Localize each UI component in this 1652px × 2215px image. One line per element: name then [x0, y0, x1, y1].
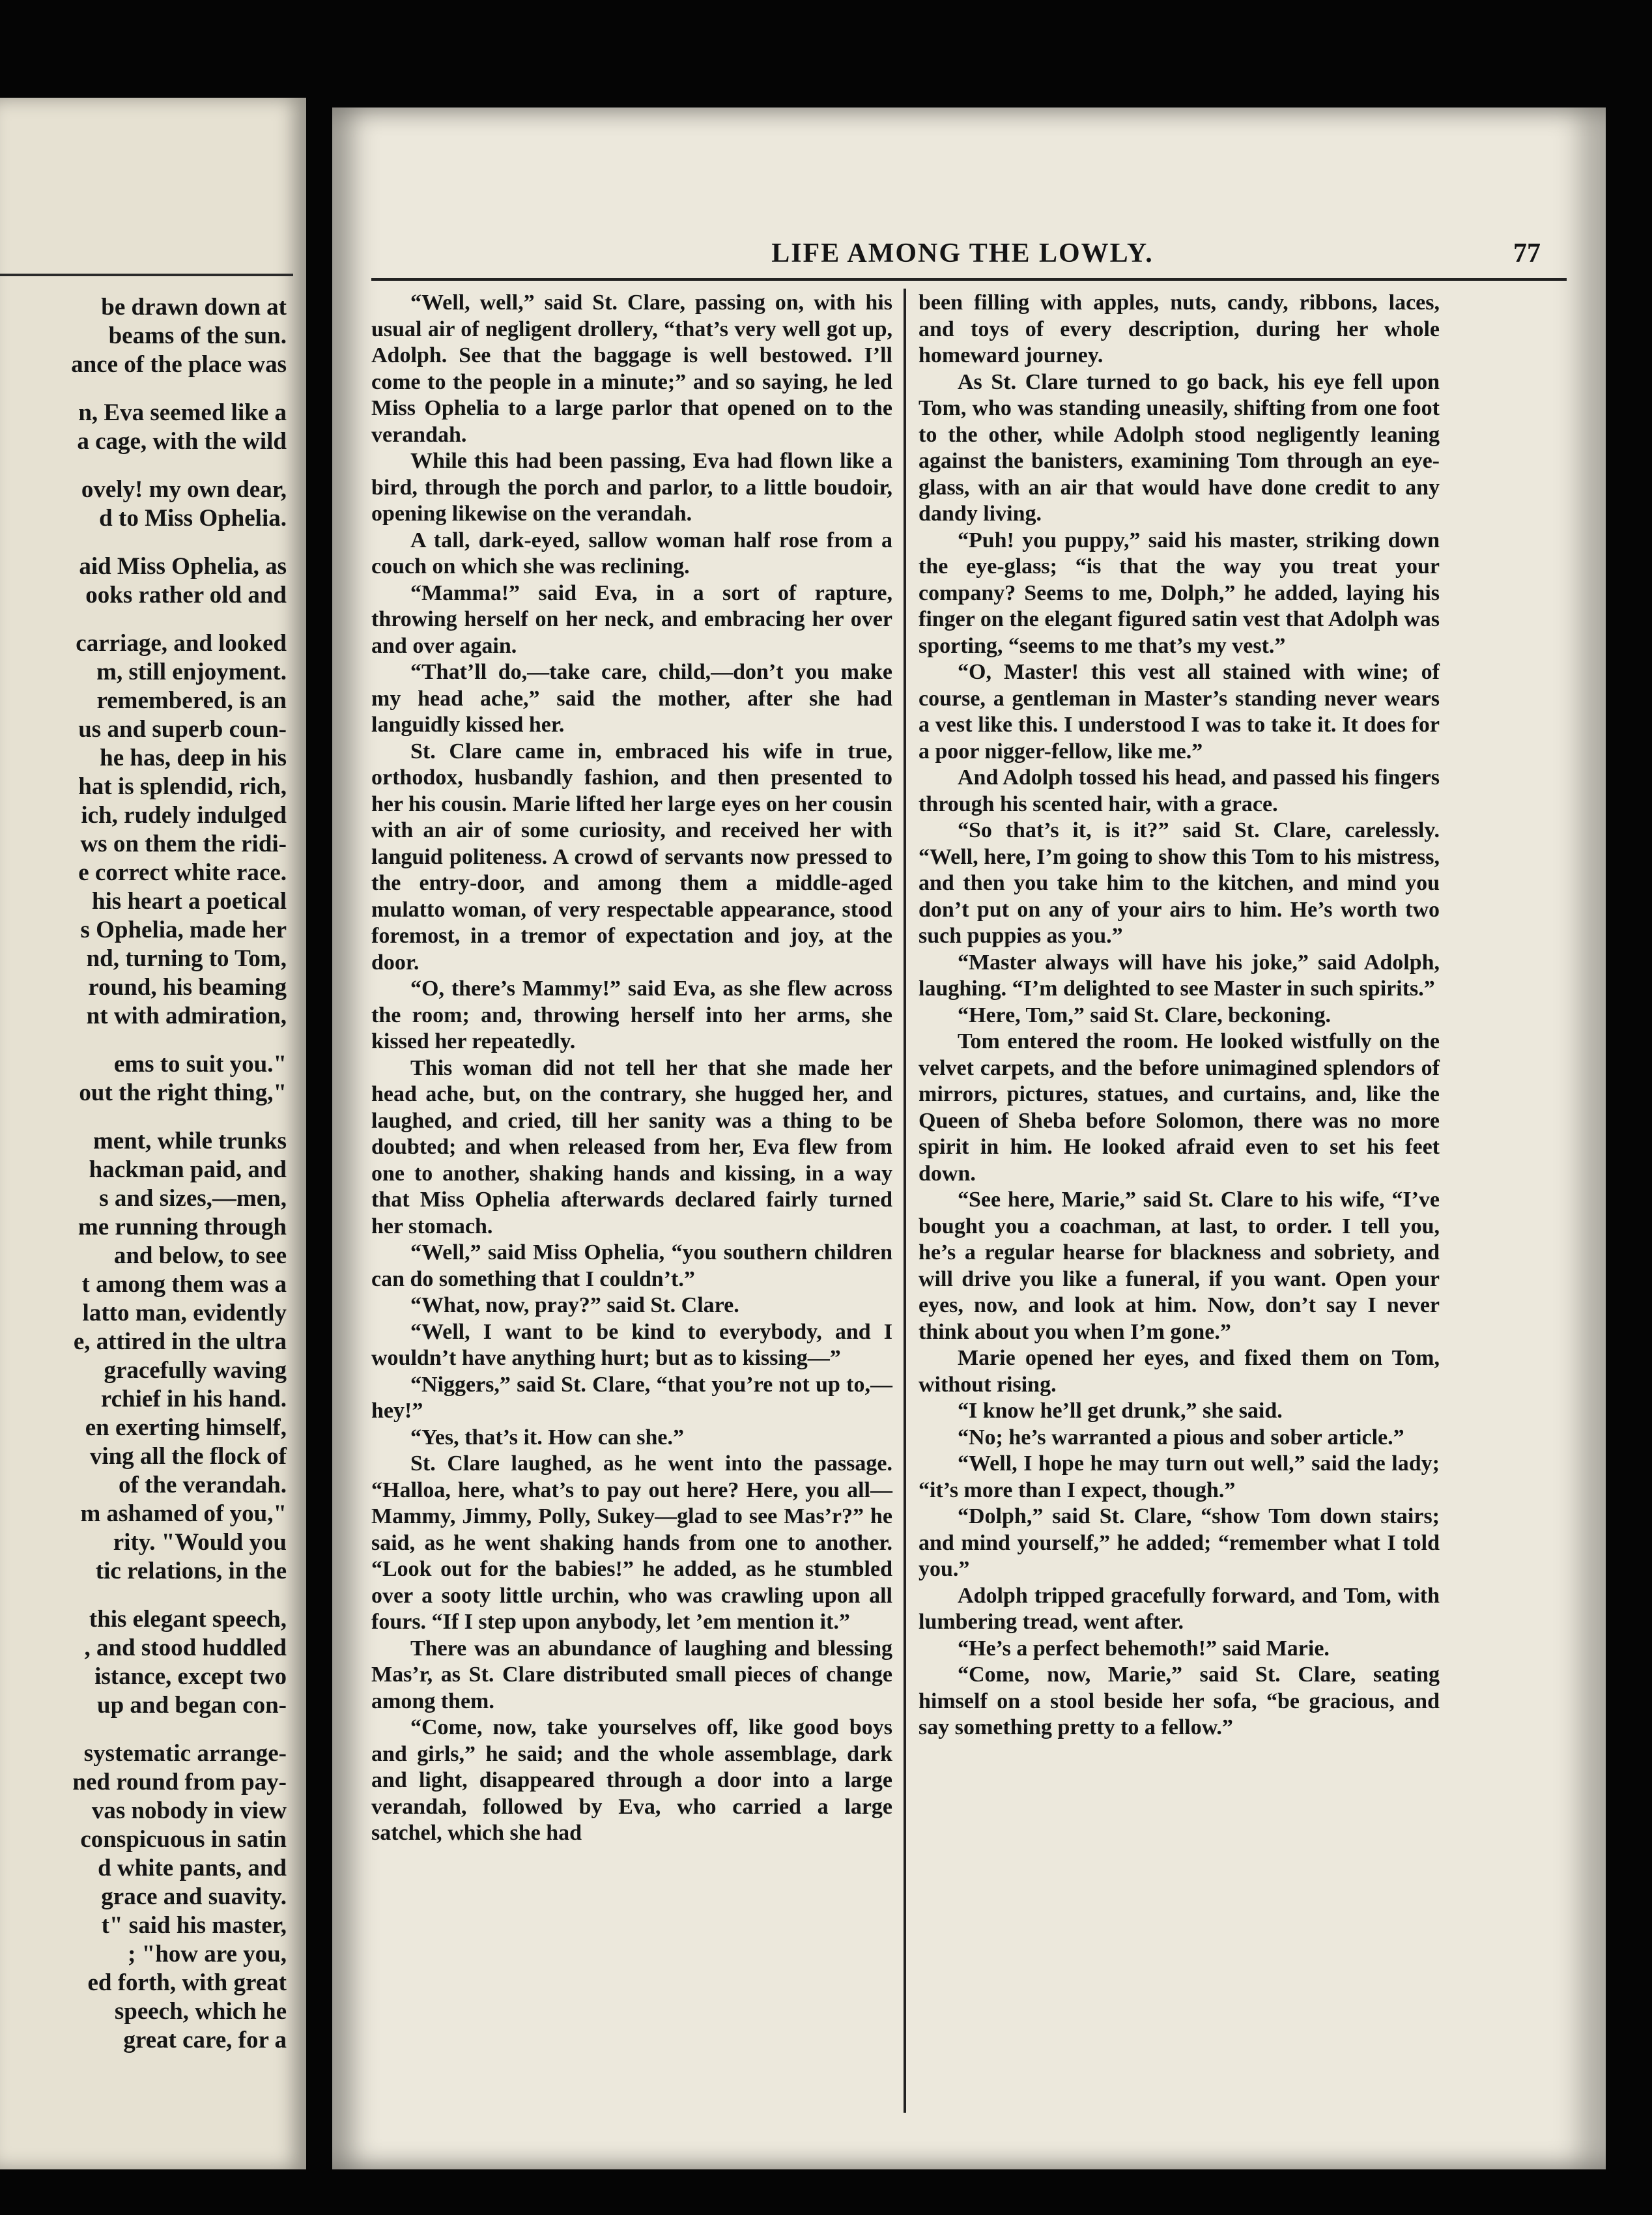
text-line: vas nobody in view: [91, 1797, 287, 1824]
text-line: ment, while trunks: [93, 1128, 287, 1154]
paragraph: “Yes, that’s it. How can she.”: [410, 1425, 684, 1450]
paragraph: “Dolph,” said St. Clare, “show Tom down stairs; and mind yourself,” he added; “remember what I told you.”: [919, 1504, 1440, 1581]
text-line: en exerting himself,: [85, 1414, 287, 1441]
text-line: ooks rather old and: [85, 582, 287, 608]
paragraph: “Well, well,” said St. Clare, passing on, with his usual air of negligent drollery, “that’s very well got up, Adolph. See that the baggage is well bestowed. I’ll come to the people in a minute;” and so saying, he led Miss Ophelia to a large parlor that opened on to the verandah.: [371, 291, 892, 447]
text-line: d to Miss Ophelia.: [99, 505, 287, 532]
paragraph: “O, there’s Mammy!” said Eva, as she flew across the room; and, throwing herself into her arms, she kissed her repeatedly.: [371, 977, 892, 1053]
text-column-left: [371, 290, 892, 1847]
text-line: of the verandah.: [119, 1472, 287, 1498]
running-title: LIFE AMONG THE LOWLY.: [771, 238, 1154, 268]
paragraph: “He’s a perfect behemoth!” said Marie.: [958, 1636, 1330, 1661]
previous-page-text: [0, 293, 287, 2055]
text-line: a cage, with the wild: [77, 428, 287, 455]
line-gap: [0, 1586, 287, 1605]
line-gap: [0, 610, 287, 629]
text-line: grace and suavity.: [101, 1883, 287, 1910]
paragraph: There was an abundance of laughing and blessing Mas’r, as St. Clare distributed small pieces of change among them.: [371, 1636, 892, 1713]
paragraph: This woman did not tell her that she made her head ache, but, on the contrary, she hugged her, and laughed, and cried, till her sanity was a thing to be doubted; and when released from her, Eva flew from one to another, shaking hands and kissing, in a way that Miss Ophelia afterwards declared fairly turned her stomach.: [371, 1055, 892, 1238]
text-line: gracefully waving: [104, 1357, 287, 1384]
text-line: round, his beaming: [88, 974, 287, 1001]
paragraph: As St. Clare turned to go back, his eye fell upon Tom, who was standing uneasily, shifting from one foot to the other, while Adolph stood negligently leaning against the banisters, examining Tom through an eye-glass, with an air that would have done credit to any dandy living.: [919, 369, 1440, 526]
paragraph: St. Clare came in, embraced his wife in true, orthodox, husbandly fashion, and then presented to her his cousin. Marie lifted her large eyes on her cousin with an air of some curiosity, and received her with languid politeness. A crowd of servants now pressed to the entry-door, and among them a middle-aged mulatto woman, of very respectable appearance, stood foremost, in a tremor of expectation and joy, at the door.: [371, 739, 892, 975]
text-line: speech, which he: [114, 1998, 287, 2025]
paragraph: “Well,” said Miss Ophelia, “you southern children can do something that I couldn’t.”: [371, 1240, 892, 1291]
text-line: out the right thing,": [79, 1079, 287, 1106]
text-line: ich, rudely indulged: [81, 802, 287, 829]
text-line: s Ophelia, made her: [80, 917, 287, 943]
paragraph: “I know he’ll get drunk,” she said.: [958, 1399, 1283, 1423]
text-line: ving all the flock of: [89, 1443, 287, 1470]
paragraph: “Master always will have his joke,” said Adolph, laughing. “I’m delighted to see Master in such spirits.”: [919, 950, 1440, 1001]
paragraph: “No; he’s warranted a pious and sober article.”: [958, 1425, 1404, 1450]
text-line: aid Miss Ophelia, as: [79, 553, 287, 580]
text-line: conspicuous in satin: [80, 1826, 287, 1853]
text-line: ws on them the ridi-: [80, 831, 287, 857]
paragraph: “Come, now, Marie,” said St. Clare, seating himself on a stool beside her sofa, “be gracious, and say something pretty to a fellow.”: [919, 1663, 1440, 1739]
line-gap: [0, 1108, 287, 1127]
previous-page: [0, 98, 306, 2169]
text-line: he has, deep in his: [100, 745, 287, 771]
text-line: hat is splendid, rich,: [78, 773, 287, 800]
line-gap: [0, 379, 287, 399]
running-head: [345, 238, 1580, 277]
page-number: 77: [1513, 238, 1541, 268]
line-gap: [0, 1031, 287, 1050]
paragraph: “Well, I hope he may turn out well,” said the lady; “it’s more than I expect, though.”: [919, 1451, 1440, 1502]
header-rule: [371, 278, 1567, 281]
text-column-right: [919, 290, 1440, 1741]
line-gap: [0, 533, 287, 552]
text-line: us and superb coun-: [78, 716, 287, 743]
header-rule: [0, 274, 293, 276]
paragraph: And Adolph tossed his head, and passed his fingers through his scented hair, with a grace.: [919, 765, 1440, 816]
text-line: e, attired in the ultra: [73, 1328, 287, 1355]
text-line: m, still enjoyment.: [96, 659, 287, 685]
text-line: t among them was a: [81, 1271, 287, 1298]
paragraph: “O, Master! this vest all stained with wine; of course, a gentleman in Master’s standing never wears a vest like this. I understood I was to take it. It does for a poor nigger-fellow, like me.”: [919, 660, 1440, 764]
text-line: this elegant speech,: [89, 1606, 287, 1633]
paragraph: “Niggers,” said St. Clare, “that you’re not up to,—hey!”: [371, 1372, 892, 1423]
text-line: ; "how are you,: [128, 1941, 287, 1967]
text-line: me running through: [78, 1214, 287, 1240]
paragraph: Tom entered the room. He looked wistfully on the velvet carpets, and the before unimagined splendors of mirrors, pictures, statues, and curtains, and, like the Queen of Sheba before Solomon, there was no more spirit in him. He looked afraid even to set his feet down.: [919, 1029, 1440, 1186]
text-line: rity. "Would you: [113, 1529, 287, 1556]
paragraph: Marie opened her eyes, and fixed them on Tom, without rising.: [919, 1346, 1440, 1397]
paragraph: “Mamma!” said Eva, in a sort of rapture, throwing herself on her neck, and embracing her over and over again.: [371, 580, 892, 658]
text-line: hackman paid, and: [89, 1156, 287, 1183]
text-line: nt with admiration,: [86, 1003, 287, 1029]
line-gap: [0, 1720, 287, 1739]
text-line: ned round from pay-: [72, 1769, 287, 1795]
text-line: ance of the place was: [71, 351, 287, 378]
paragraph: “Well, I want to be kind to everybody, and I wouldn’t have anything hurt; but as to kissing—”: [371, 1319, 892, 1370]
text-line: e correct white race.: [78, 859, 287, 886]
paragraph: A tall, dark-eyed, sallow woman half rose from a couch on which she was reclining.: [371, 528, 892, 579]
text-line: carriage, and looked: [76, 630, 287, 657]
column-divider: [904, 289, 906, 2113]
paragraph: “Come, now, take yourselves off, like good boys and girls,” he said; and the whole assemblage, dark and light, disappeared through a door into a large verandah, followed by Eva, who carried a large satchel, which she had: [371, 1715, 892, 1845]
paragraph: “What, now, pray?” said St. Clare.: [410, 1293, 739, 1317]
text-line: beams of the sun.: [108, 322, 287, 349]
line-gap: [0, 456, 287, 476]
text-line: tic relations, in the: [95, 1558, 287, 1584]
text-line: remembered, is an: [96, 687, 287, 714]
text-line: ed forth, with great: [87, 1969, 287, 1996]
paragraph: St. Clare laughed, as he went into the passage. “Halloa, here, what’s to pay out here? Here, you all—Mammy, Jimmy, Polly, Sukey—glad to see Mas’r?” he said, as he went shaking hands from one to another. “Look out for the babies!” he added, as he stumbled over a sooty little urchin, who was crawling upon all fours. “If I step upon anybody, let ’em mention it.”: [371, 1451, 892, 1634]
text-line: , and stood huddled: [84, 1635, 287, 1661]
paragraph: While this had been passing, Eva had flown like a bird, through the porch and parlor, to a little boudoir, opening likewise on the verandah.: [371, 449, 892, 526]
text-line: latto man, evidently: [82, 1300, 287, 1326]
text-line: ovely! my own dear,: [81, 476, 287, 503]
paragraph: “That’ll do,—take care, child,—don’t you make my head ache,” said the mother, after she had languidly kissed her.: [371, 660, 892, 737]
current-page: [332, 107, 1606, 2169]
text-line: t" said his master,: [101, 1912, 287, 1939]
paragraph: “See here, Marie,” said St. Clare to his wife, “I’ve bought you a coachman, at last, to order. I tell you, he’s a regular hearse for blackness and sobriety, and will drive you like a funeral, if you want. Open your eyes, now, and look at him. Now, don’t say I never think about you when I’m gone.”: [919, 1188, 1440, 1344]
text-line: d white pants, and: [98, 1855, 287, 1881]
paragraph: “Puh! you puppy,” said his master, striking down the eye-glass; “is that the way you treat your company? Seems to me, Dolph,” he added, laying his finger on the elegant figured satin vest that Adolph was sporting, “seems to me that’s my vest.”: [919, 528, 1440, 658]
text-line: up and began con-: [97, 1692, 287, 1719]
paragraph: been filling with apples, nuts, candy, ribbons, laces, and toys of every description, during her whole homeward journey.: [919, 291, 1440, 367]
text-line: be drawn down at: [101, 294, 287, 321]
text-line: great care, for a: [123, 2027, 287, 2053]
text-line: systematic arrange-: [83, 1740, 287, 1767]
paragraph: “Here, Tom,” said St. Clare, beckoning.: [958, 1003, 1332, 1027]
text-line: and below, to see: [113, 1242, 287, 1269]
paragraph: Adolph tripped gracefully forward, and Tom, with lumbering tread, went after.: [919, 1583, 1440, 1634]
text-line: m ashamed of you,": [80, 1500, 287, 1527]
text-line: his heart a poetical: [91, 888, 287, 915]
paragraph: “So that’s it, is it?” said St. Clare, carelessly. “Well, here, I’m going to show this Tom to his mistress, and then you take him to the kitchen, and mind you don’t put on any of your airs to him. He’s worth two such puppies as you.”: [919, 818, 1440, 948]
text-line: ems to suit you.": [113, 1051, 287, 1078]
text-line: istance, except two: [94, 1663, 287, 1690]
text-line: s and sizes,—men,: [99, 1185, 287, 1212]
text-line: rchief in his hand.: [100, 1386, 287, 1412]
text-line: n, Eva seemed like a: [78, 399, 287, 426]
text-line: nd, turning to Tom,: [86, 945, 287, 972]
